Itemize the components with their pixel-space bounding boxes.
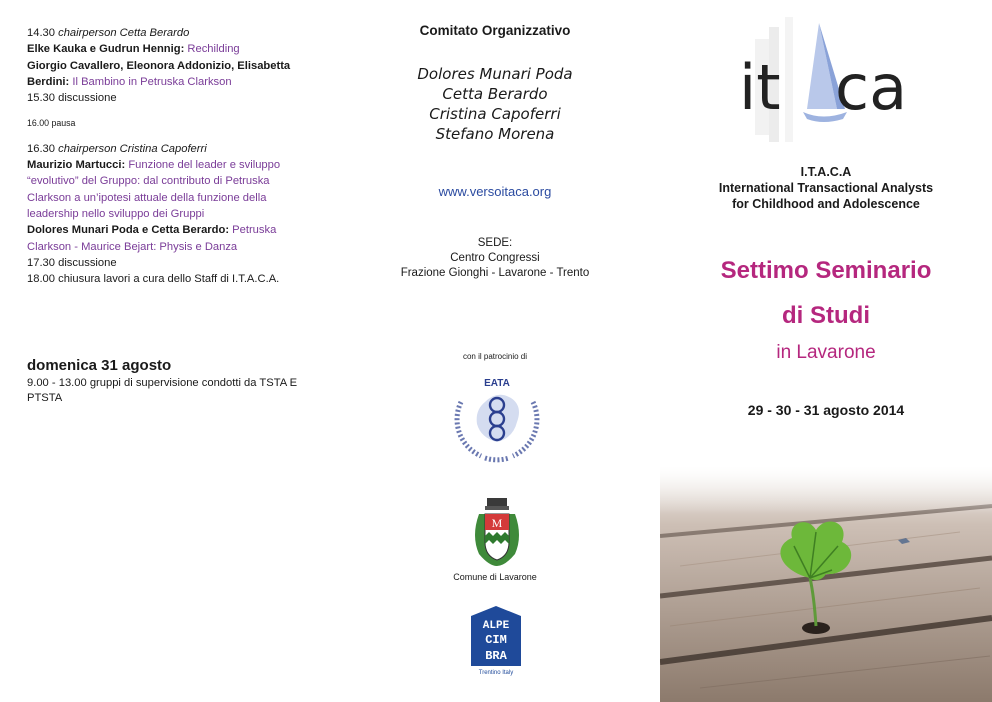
wooden-deck-clover-photo [660, 466, 992, 702]
sunday-line-2: PTSTA [27, 392, 63, 404]
sunday-line-1: 9.00 - 13.00 gruppi di supervisione condotti da TSTA E [27, 376, 298, 389]
talk2-speakers: Giorgio Cavallero, Eleonora Addonizio, Elisabetta [27, 59, 291, 72]
venue-line-2: Frazione Gionghi - Lavarone - Trento [400, 267, 590, 279]
closing: 18.00 chiusura lavori a cura dello Staff di I.T.A.C.A. [27, 273, 280, 286]
committee-member: Cetta Berardo [442, 85, 548, 103]
session1-header: 14.30 chairperson Cetta Berardo [27, 27, 190, 39]
alpe-cimbra-logo [471, 606, 521, 678]
committee-title: Comitato Organizzativo [419, 23, 571, 38]
svg-text:M: M [491, 516, 503, 530]
talk4: Dolores Munari Poda e Cetta Berardo: Petruska [27, 224, 277, 237]
committee-member: Stefano Morena [435, 125, 555, 143]
discussion-2: 17.30 discussione [27, 256, 117, 269]
alpe-line-3: BRA [485, 649, 507, 663]
session2-header: 16.30 chairperson Cristina Capoferri [27, 142, 207, 155]
org-line-1: International Transactional Analysts [718, 181, 934, 195]
sunday-heading: domenica 31 agosto [27, 357, 172, 374]
venue [330, 236, 660, 281]
talk3-title-4: leadership nello sviluppo dei Gruppi [27, 207, 205, 220]
talk2-title: Il Bambino in Petruska Clarkson [72, 75, 232, 88]
saturday-afternoon-program [27, 25, 317, 287]
talk1-title: Rechilding [187, 43, 240, 56]
talk2: Berdini: Il Bambino in Petruska Clarkson [27, 75, 232, 88]
eata-logo [451, 372, 543, 464]
eata-logo-text: EATA [484, 378, 510, 389]
lavarone-crest-icon [471, 496, 523, 568]
venue-label: SEDE: [477, 237, 513, 249]
committee-members [330, 64, 660, 144]
program-panel [0, 0, 330, 702]
org-line-2: for Childhood and Adolescence [732, 197, 920, 211]
seminar-title-1: Settimo Seminario [720, 257, 932, 284]
talk1: Elke Kauka e Gudrun Hennig: Rechilding [27, 43, 240, 56]
alpe-line-2: CIM [485, 633, 507, 647]
org-acronym: I.T.A.C.A [800, 165, 852, 179]
seminar-subtitle: in Lavarone [776, 342, 876, 363]
itaca-logo [737, 17, 917, 142]
pause: 16.00 pausa [27, 118, 76, 129]
talk3: Maurizio Martucci: Funzione del leader e sviluppo [27, 159, 281, 172]
itaca-logo-text-right: ca [835, 51, 908, 124]
seminar-title-2: di Studi [782, 302, 870, 329]
committee-member: Dolores Munari Poda [417, 65, 573, 83]
venue-line-1: Centro Congressi [450, 252, 540, 264]
sunday-program [27, 358, 317, 407]
talk3-title-3: Clarkson a un’ipotesi attuale della funzione della [27, 191, 267, 204]
itaca-logo-text-left: it [739, 51, 781, 124]
patronage-label: con il patrocinio di [462, 352, 528, 361]
alpe-caption: Trentino Italy [478, 670, 514, 676]
talk3-title-2: “evolutivo” del Gruppo: dal contributo di Petruska [27, 175, 270, 188]
alpe-line-1: ALPE [482, 620, 510, 632]
committee-member: Cristina Capoferri [429, 105, 561, 123]
cover-panel [660, 0, 992, 702]
discussion-1: 15.30 discussione [27, 92, 117, 105]
website-link[interactable]: www.versoitaca.org [438, 184, 552, 199]
talk4-title-2: Clarkson - Maurice Bejart: Physis e Danza [27, 240, 238, 253]
organization-name [660, 164, 992, 212]
seminar-dates: 29 - 30 - 31 agosto 2014 [747, 402, 905, 418]
comune-label: Comune di Lavarone [453, 572, 537, 582]
organization-panel [330, 0, 660, 702]
